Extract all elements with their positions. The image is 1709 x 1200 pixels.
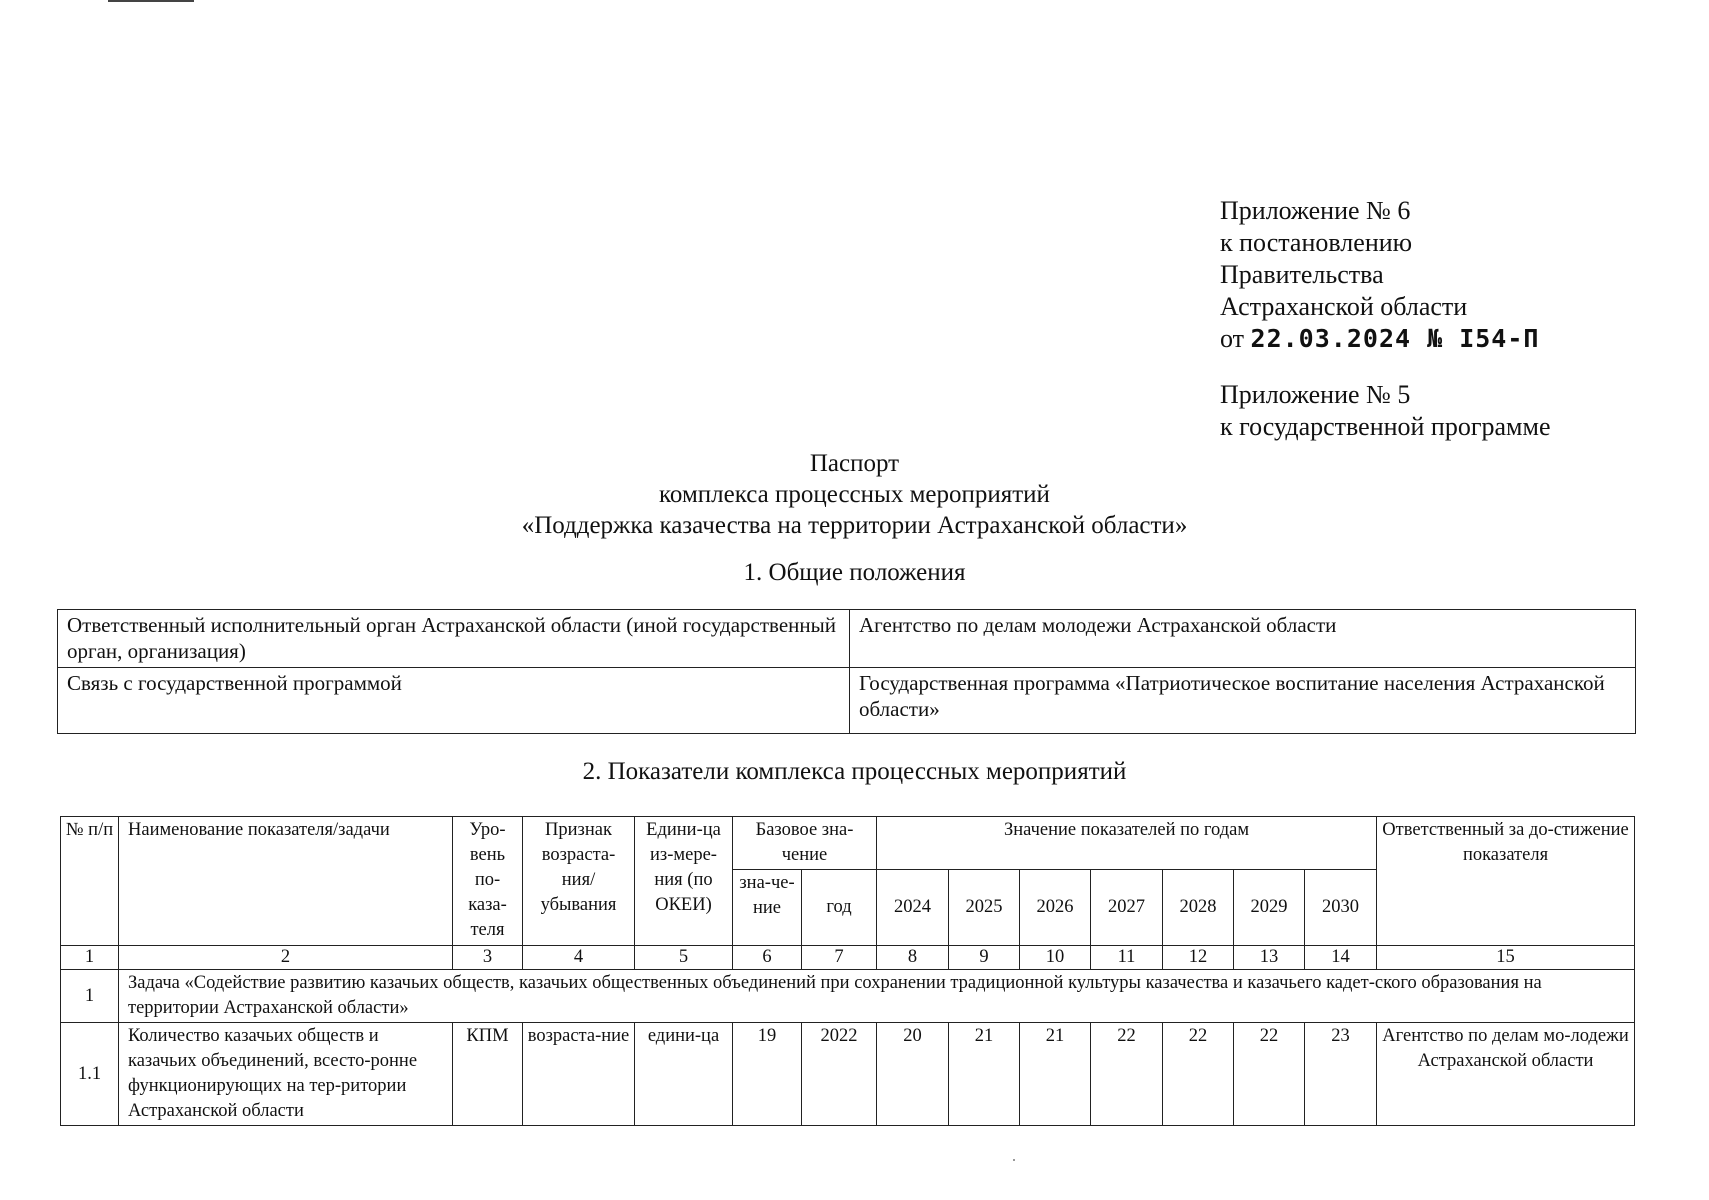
row-label: Связь с государственной программой bbox=[58, 668, 850, 734]
header-year: 2025 bbox=[949, 870, 1020, 946]
indicator-row bbox=[61, 1023, 1635, 1126]
row-value: Государственная программа «Патриотическое воспитание населения Астраханской области» bbox=[850, 668, 1636, 734]
table-row bbox=[58, 668, 1636, 734]
column-number: 11 bbox=[1091, 946, 1163, 970]
appendix-date-line bbox=[1220, 323, 1640, 355]
indicator-value: 23 bbox=[1305, 1023, 1377, 1126]
table-row bbox=[58, 610, 1636, 668]
appendix-number: Приложение № 6 bbox=[1220, 196, 1411, 225]
column-number: 5 bbox=[635, 946, 733, 970]
indicator-sign: возраста-ние bbox=[523, 1023, 635, 1126]
scan-speck bbox=[1013, 1159, 1015, 1161]
indicators-table bbox=[60, 816, 1635, 1126]
header-year: 2028 bbox=[1163, 870, 1234, 946]
column-number: 13 bbox=[1234, 946, 1305, 970]
program-appendix-number: Приложение № 5 bbox=[1220, 380, 1411, 409]
indicator-base-value: 19 bbox=[733, 1023, 802, 1126]
indicator-base-year: 2022 bbox=[802, 1023, 877, 1126]
column-number: 2 bbox=[119, 946, 453, 970]
header-base-year: год bbox=[802, 870, 877, 946]
column-number: 15 bbox=[1377, 946, 1635, 970]
header-base: Базовое зна-чение bbox=[733, 817, 877, 870]
date-number-stamp: 22.03.2024 № I54-П bbox=[1250, 324, 1540, 353]
header-year: 2026 bbox=[1020, 870, 1091, 946]
column-numbers-row bbox=[61, 946, 1635, 970]
header-year: 2024 bbox=[877, 870, 949, 946]
column-number: 4 bbox=[523, 946, 635, 970]
appendix-region: Астраханской области bbox=[1220, 292, 1468, 321]
column-number: 12 bbox=[1163, 946, 1234, 970]
appendix-to-resolution: к постановлению bbox=[1220, 228, 1413, 257]
header-base-value: зна-че-ние bbox=[733, 870, 802, 946]
appendix-header bbox=[1220, 195, 1640, 443]
section-2-heading: 2. Показатели комплекса процессных мероприятий bbox=[582, 758, 1127, 785]
task-text: Задача «Содействие развитию казачьих обществ, казачьих общественных объединений при сохранении традиционной культуры казачества и казачьего кадет-ского образования на территории Астраханской области» bbox=[119, 970, 1635, 1023]
document-title bbox=[0, 448, 1709, 541]
header-name: Наименование показателя/задачи bbox=[119, 817, 453, 946]
indicator-responsible: Агентство по делам мо-лодежи Астраханской области bbox=[1377, 1023, 1635, 1126]
column-number: 3 bbox=[453, 946, 523, 970]
indicator-name: Количество казачьих обществ и казачьих объединений, всесто-ронне функционирующих на тер-ритории Астраханской области bbox=[119, 1023, 453, 1126]
header-year: 2029 bbox=[1234, 870, 1305, 946]
header-year: 2030 bbox=[1305, 870, 1377, 946]
row-value: Агентство по делам молодежи Астраханской области bbox=[850, 610, 1636, 668]
column-number: 8 bbox=[877, 946, 949, 970]
row-label: Ответственный исполнительный орган Астраханской области (иной государственный орган, организация) bbox=[58, 610, 850, 668]
date-prefix: от bbox=[1220, 324, 1245, 353]
indicator-unit: едини-ца bbox=[635, 1023, 733, 1126]
task-num: 1 bbox=[61, 970, 119, 1023]
column-number: 14 bbox=[1305, 946, 1377, 970]
indicator-value: 22 bbox=[1091, 1023, 1163, 1126]
title-line-1: Паспорт bbox=[809, 450, 900, 477]
header-years-group: Значение показателей по годам bbox=[877, 817, 1377, 870]
indicator-level: КПМ bbox=[453, 1023, 523, 1126]
header-num: № п/п bbox=[61, 817, 119, 946]
program-appendix-ref: к государственной программе bbox=[1220, 412, 1551, 441]
task-row bbox=[61, 970, 1635, 1023]
appendix-government: Правительства bbox=[1220, 260, 1384, 289]
indicator-value: 22 bbox=[1234, 1023, 1305, 1126]
column-number: 10 bbox=[1020, 946, 1091, 970]
header-responsible: Ответственный за до-стижение показателя bbox=[1377, 817, 1635, 946]
header-year: 2027 bbox=[1091, 870, 1163, 946]
indicator-value: 22 bbox=[1163, 1023, 1234, 1126]
indicator-value: 21 bbox=[1020, 1023, 1091, 1126]
column-number: 6 bbox=[733, 946, 802, 970]
indicator-value: 20 bbox=[877, 1023, 949, 1126]
indicator-num: 1.1 bbox=[61, 1023, 119, 1126]
indicator-value: 21 bbox=[949, 1023, 1020, 1126]
section-1-heading: 1. Общие положения bbox=[743, 559, 966, 586]
title-line-2: комплекса процессных мероприятий bbox=[659, 481, 1050, 508]
title-line-3: «Поддержка казачества на территории Астраханской области» bbox=[521, 512, 1188, 539]
header-row bbox=[61, 817, 1635, 870]
header-level: Уро-вень по-каза-теля bbox=[453, 817, 523, 946]
header-sign: Признак возраста-ния/ убывания bbox=[523, 817, 635, 946]
column-number: 1 bbox=[61, 946, 119, 970]
header-unit: Едини-ца из-мере-ния (по ОКЕИ) bbox=[635, 817, 733, 946]
column-number: 9 bbox=[949, 946, 1020, 970]
general-provisions-table bbox=[57, 609, 1636, 734]
column-number: 7 bbox=[802, 946, 877, 970]
scan-artifact bbox=[108, 0, 194, 2]
